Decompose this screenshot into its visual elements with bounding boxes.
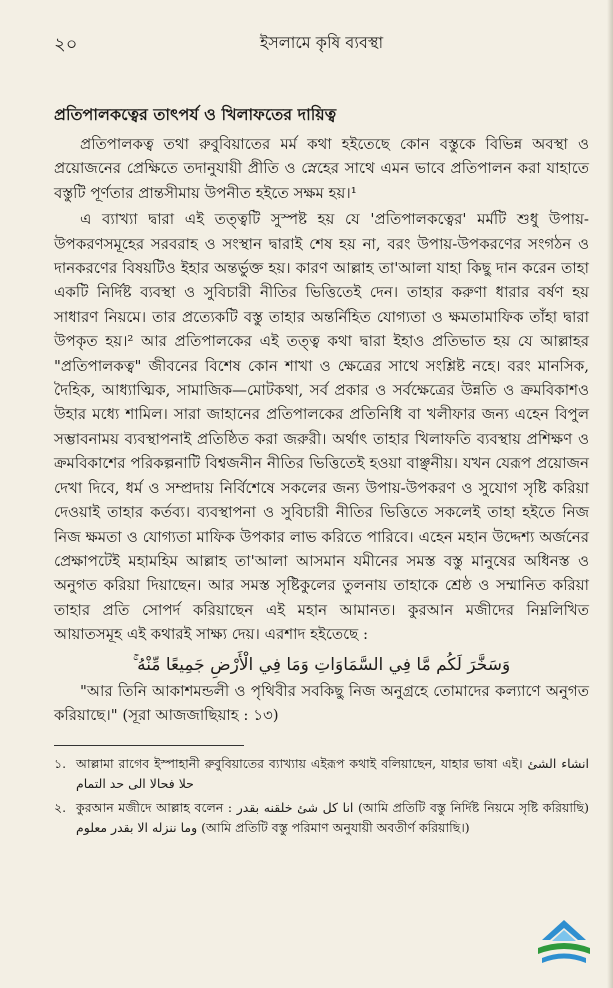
- footnote-bengali-text: কুরআন মজীদে আল্লাহ বলেন :: [76, 800, 233, 816]
- footnote-arabic-text: انشاء الشئ حلا فحالا الى حد التمام: [76, 756, 589, 792]
- verse-translation: "আর তিনি আকাশমন্ডলী ও পৃথিবীর সবকিছু নিজ অনুগ্রহে তোমাদের কল্যাণে অনুগত করিয়াছে।" (সূরা আজজাছিয়াহ : ১৩): [54, 681, 589, 724]
- footnote-divider: [54, 745, 244, 746]
- footnote-bengali-gloss-2: (আমি প্রতিটি বস্তু পরিমাণ অনুযায়ী অবতীর্ণ করিয়াছি।): [201, 820, 470, 836]
- running-title: ইসলামে কৃষি ব্যবস্থা: [259, 33, 384, 52]
- footnote-arabic-text-2: وما ننزله الا بقدر معلوم: [76, 820, 198, 836]
- footnote-number: ১.: [54, 756, 67, 772]
- footnote-text: [76, 754, 589, 794]
- paragraph-1: প্রতিপালকত্ব তথা রুবুবিয়াতের মর্ম কথা হইতেছে কোন বস্তুকে বিভিন্ন অবস্থা ও প্রয়োজনের প্রেক্ষিতে তদানুযায়ী প্রীতি ও স্নেহের সাথে এমন ভাবে প্রতিপালন করা যাহাতে বস্তুটি পূর্ণতার প্রান্তসীমায় উপনীত হইতে সক্ষম হয়।¹: [54, 135, 589, 202]
- footnote-bengali-text: আল্লামা রাগেব ইস্পাহানী রুবুবিয়াতের ব্যাখ্যায় এইরূপ কথাই বলিয়াছেন, যাহার ভাষা এই।: [76, 756, 523, 772]
- page-edge-shadow: [607, 0, 613, 988]
- footnote-text: [76, 798, 589, 838]
- section-heading: প্রতিপালকত্বের তাৎপর্য ও খিলাফতের দায়িত্ব: [54, 105, 337, 124]
- quran-verse: وَسَخَّرَ لَكُم مَّا فِي السَّمَاوَاتِ وَمَا فِي الْأَرْضِ جَمِيعًا مِّنْهُ ۚ: [132, 654, 511, 675]
- page-header: [54, 30, 589, 60]
- footnote-bengali-gloss: (আমি প্রতিটি বস্তু নির্দিষ্ট নিয়মে সৃষ্টি করিয়াছি): [358, 800, 589, 816]
- paragraph-2: এ ব্যাখ্যা দ্বারা এই তত্ত্বটি সুস্পষ্ট হয় যে 'প্রতিপালকত্বের' মর্মটি শুধু উপায়-উপকরণসমূহের সরবরাহ ও সংস্থান দ্বারাই শেষ হয় না, বরং উপায়-উপকরণের সংগঠন ও দানকরণের বিষয়টিও ইহার অন্তর্ভুক্ত হয়। কারণ আল্লাহ তা'আলা যাহা কিছু দান করেন তাহা একটি নির্দিষ্ট ব্যবস্থা ও সুবিচারী নীতির ভিত্তিতেই দেন। তাহার করুণা ধারার বর্ষণ হয় সাধারণ নিয়মে। তার প্রত্যেকটি বস্তু তাহার অন্তর্নিহিত যোগ্যতা ও ক্ষমতামাফিক তাঁহা দ্বারা উপকৃত হয়।² আর প্রতিপালকের এই তত্ত্ব কথা দ্বারা ইহাও প্রতিভাত হয় যে আল্লাহর "প্রতিপালকত্ব" জীবনের বিশেষ কোন শাখা ও ক্ষেত্রের সাথে সংশ্লিষ্ট নহে। বরং মানসিক, দৈহিক, আধ্যাত্মিক, সামাজিক—মোটকথা, সর্ব প্রকার ও সর্বক্ষেত্রের উন্নতি ও ক্রমবিকাশও উহার মধ্যে শামিল। সারা জাহানের প্রতিপালকের প্রতিনিধি বা খলীফার জন্য এহেন বিপুল সম্ভাবনাময় ব্যবস্থাপনাই প্রতিষ্ঠিত করা জরুরী। অর্থাৎ তাহার খিলাফতি ব্যবস্থায় প্রশিক্ষণ ও ক্রমবিকাশের পরিকল্পনাটি বিশ্বজনীন নীতির ভিত্তিতেই হওয়া বাঞ্ছনীয়। যখন যেরূপ প্রয়োজন দেখা দিবে, ধর্ম ও সম্প্রদায় নির্বিশেষে সকলের জন্য উপায়-উপকরণ ও সুযোগ সৃষ্টি করিয়া দেওয়াই তাহার কর্তব্য। ব্যবস্থাপনা ও সুবিচারী নীতির ভিত্তিতে সকলেই তাহা হইতে নিজ নিজ ক্ষমতা ও যোগ্যতা মাফিক উপকার লাভ করিতে পারিবে। এহেন মহান উদ্দেশ্য অর্জনের প্রেক্ষাপটেই মহামহিম আল্লাহ তা'আলা আসমান যমীনের সমস্ত বস্তু মানুষের অধিনস্ত ও অনুগত করিয়া দিয়াছেন। আর সমস্ত সৃষ্টিকুলের তুলনায় তাহাকে শ্রেষ্ঠ ও সম্মানিত করিয়া তাহার প্রতি সোপর্দ করিয়াছেন এই মহান আমানত। কুরআন মজীদের নিম্নলিখিত আয়াতসমূহ এই কথারই সাক্ষ্য দেয়। এরশাদ হইতেছে :: [54, 210, 589, 644]
- footnote-number: ২.: [54, 800, 67, 816]
- footnote-2: [54, 798, 589, 838]
- page-number: ২০: [54, 34, 78, 55]
- footnote-1: [54, 754, 589, 794]
- book-mountain-logo-icon: [534, 918, 594, 970]
- footnote-arabic-text: انا كل شئ خلقنه بقدر: [236, 800, 354, 816]
